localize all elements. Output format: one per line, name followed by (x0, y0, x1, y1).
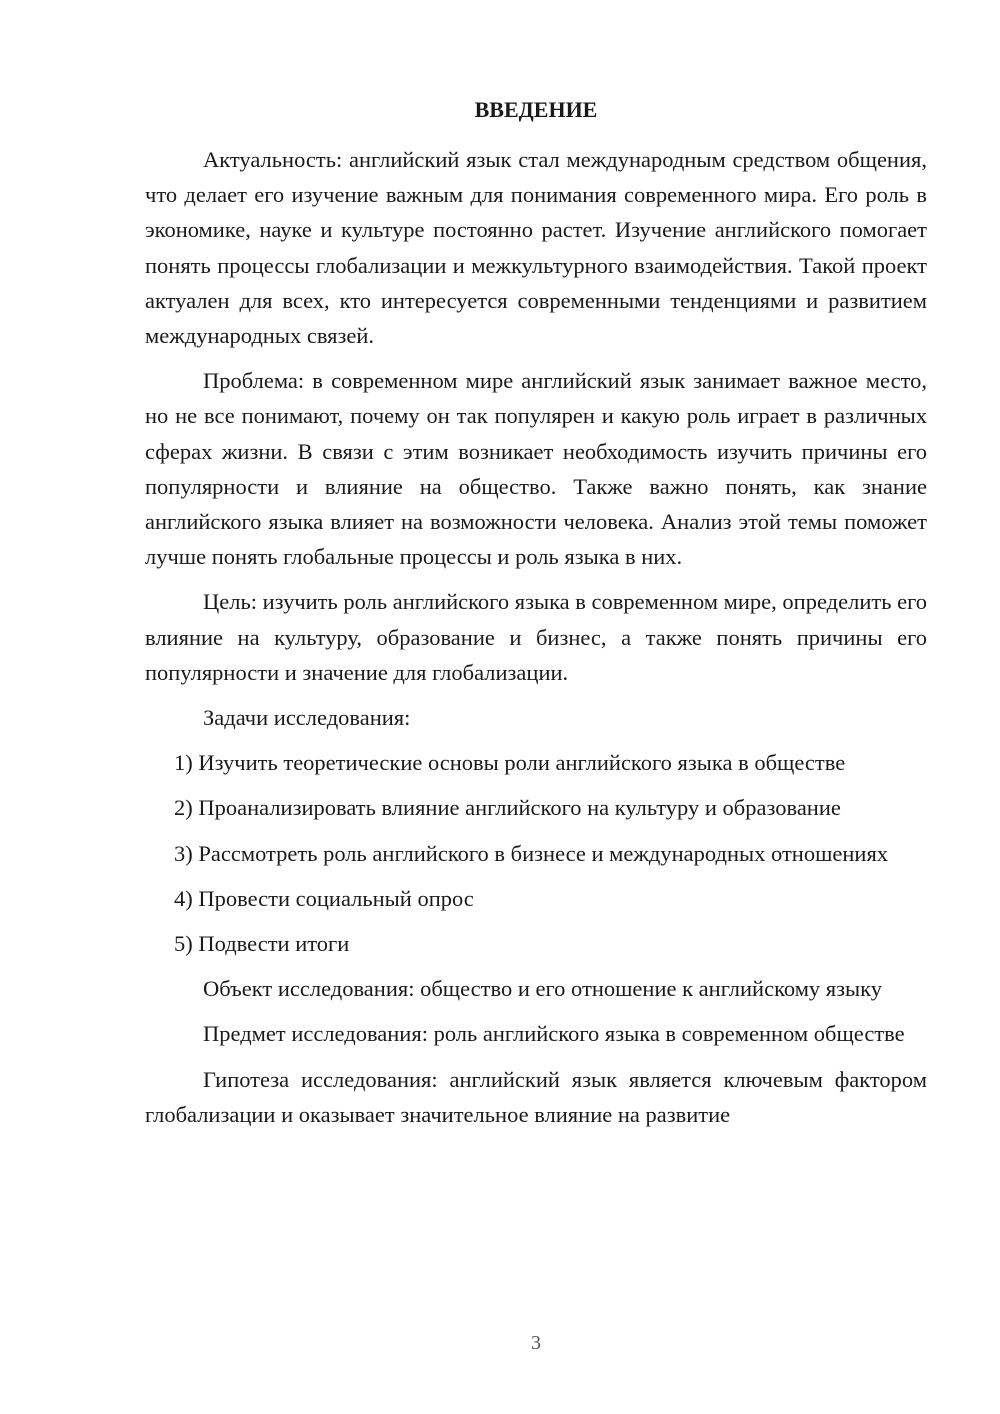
paragraph-subject: Предмет исследования: роль английского языка в современном обществе (203, 1021, 905, 1047)
paragraph-problem: Проблема: в современном мире английский язык занимает важное место, но не все понимают, почему он так популярен и какую роль играет в различных сферах жизни. В связи с этим возникает необходимость изучить причины его популярности и влияние на общество. Также важно понять, как знание английского языка влияет на возможности человека. Анализ этой темы поможет лучше понять глобальные процессы и роль языка в них. (145, 368, 927, 570)
task-item-4: 4) Провести социальный опрос (174, 885, 474, 911)
paragraph-tasks-heading: Задачи исследования: (203, 705, 411, 731)
task-item-5: 5) Подвести итоги (174, 931, 350, 957)
task-item-2: 2) Проанализировать влияние английского на культуру и образование (174, 795, 841, 821)
page-number: 3 (531, 1332, 541, 1354)
paragraph-goal: Цель: изучить роль английского языка в современном мире, определить его влияние на культуру, образование и бизнес, а также понять причины его популярности и значение для глобализации. (145, 589, 927, 685)
section-title: ВВЕДЕНИЕ (474, 97, 598, 122)
task-item-3: 3) Рассмотреть роль английского в бизнесе и международных отношениях (174, 840, 889, 866)
paragraph-object: Объект исследования: общество и его отношение к английскому языку (203, 976, 883, 1002)
document-body (145, 92, 927, 1142)
paragraph-hypothesis: Гипотеза исследования: английский язык является ключевым фактором глобализации и оказывает значительное влияние на развитие (145, 1066, 927, 1127)
task-item-1: 1) Изучить теоретические основы роли английского языка в обществе (174, 750, 846, 776)
paragraph-relevance: Актуальность: английский язык стал международным средством общения, что делает его изучение важным для понимания современного мира. Его роль в экономике, науке и культуре постоянно растет. Изучение английского помогает понять процессы глобализации и межкультурного взаимодействия. Такой проект актуален для всех, кто интересуется современными тенденциями и развитием международных связей. (145, 147, 927, 349)
